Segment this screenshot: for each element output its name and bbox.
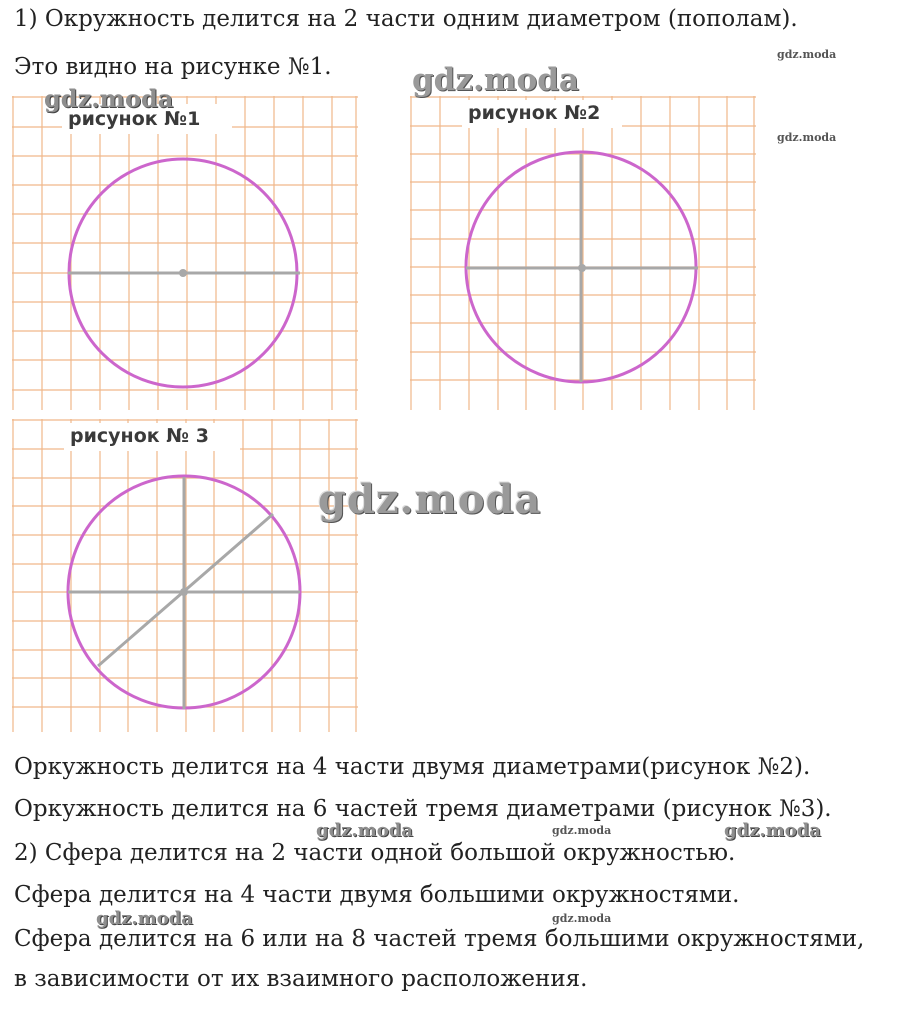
text-line-7: Сфера делится на 6 или на 8 частей тремя большими окружностями, xyxy=(14,926,865,952)
watermark: gdz.moda xyxy=(318,476,542,523)
watermark: gdz.moda xyxy=(552,824,612,837)
text-line-1: 1) Окружность делится на 2 части одним диаметром (пополам). xyxy=(14,6,798,32)
text-line-3: Оркужность делится на 4 части двумя диаметрами(рисунок №2). xyxy=(14,754,811,780)
watermark: gdz.moda xyxy=(316,820,413,841)
text-line-5: 2) Сфера делится на 2 части одной большой окружностью. xyxy=(14,840,736,866)
watermark: gdz.moda xyxy=(412,62,579,98)
text-line-4: Оркужность делится на 6 частей тремя диаметрами (рисунок №3). xyxy=(14,796,832,822)
watermark: gdz.moda xyxy=(44,84,174,113)
text-line-6: Сфера делится на 4 части двумя большими окружностями. xyxy=(14,882,740,908)
figure-2-label: рисунок №2 xyxy=(468,102,601,124)
figure-1 xyxy=(12,84,358,410)
text-line-2: Это видно на рисунке №1. xyxy=(14,54,332,80)
center-point-2 xyxy=(578,264,586,272)
figure-1-label: рисунок №1 xyxy=(68,108,201,130)
watermark: gdz.moda xyxy=(777,48,837,61)
figure-2-drawing xyxy=(410,96,756,410)
watermark: gdz.moda xyxy=(552,912,612,925)
figure-1-drawing xyxy=(12,96,358,410)
figure-3 xyxy=(12,419,358,732)
figure-3-drawing xyxy=(12,419,358,732)
text-line-8: в зависимости от их взаимного расположения. xyxy=(14,966,588,992)
figure-3-label: рисунок № 3 xyxy=(70,425,209,447)
watermark: gdz.moda xyxy=(777,131,837,144)
center-point-1 xyxy=(179,269,187,277)
figure-2 xyxy=(410,96,756,410)
watermark: gdz.moda xyxy=(96,908,193,929)
watermark: gdz.moda xyxy=(724,820,821,841)
center-point-3 xyxy=(180,588,188,596)
